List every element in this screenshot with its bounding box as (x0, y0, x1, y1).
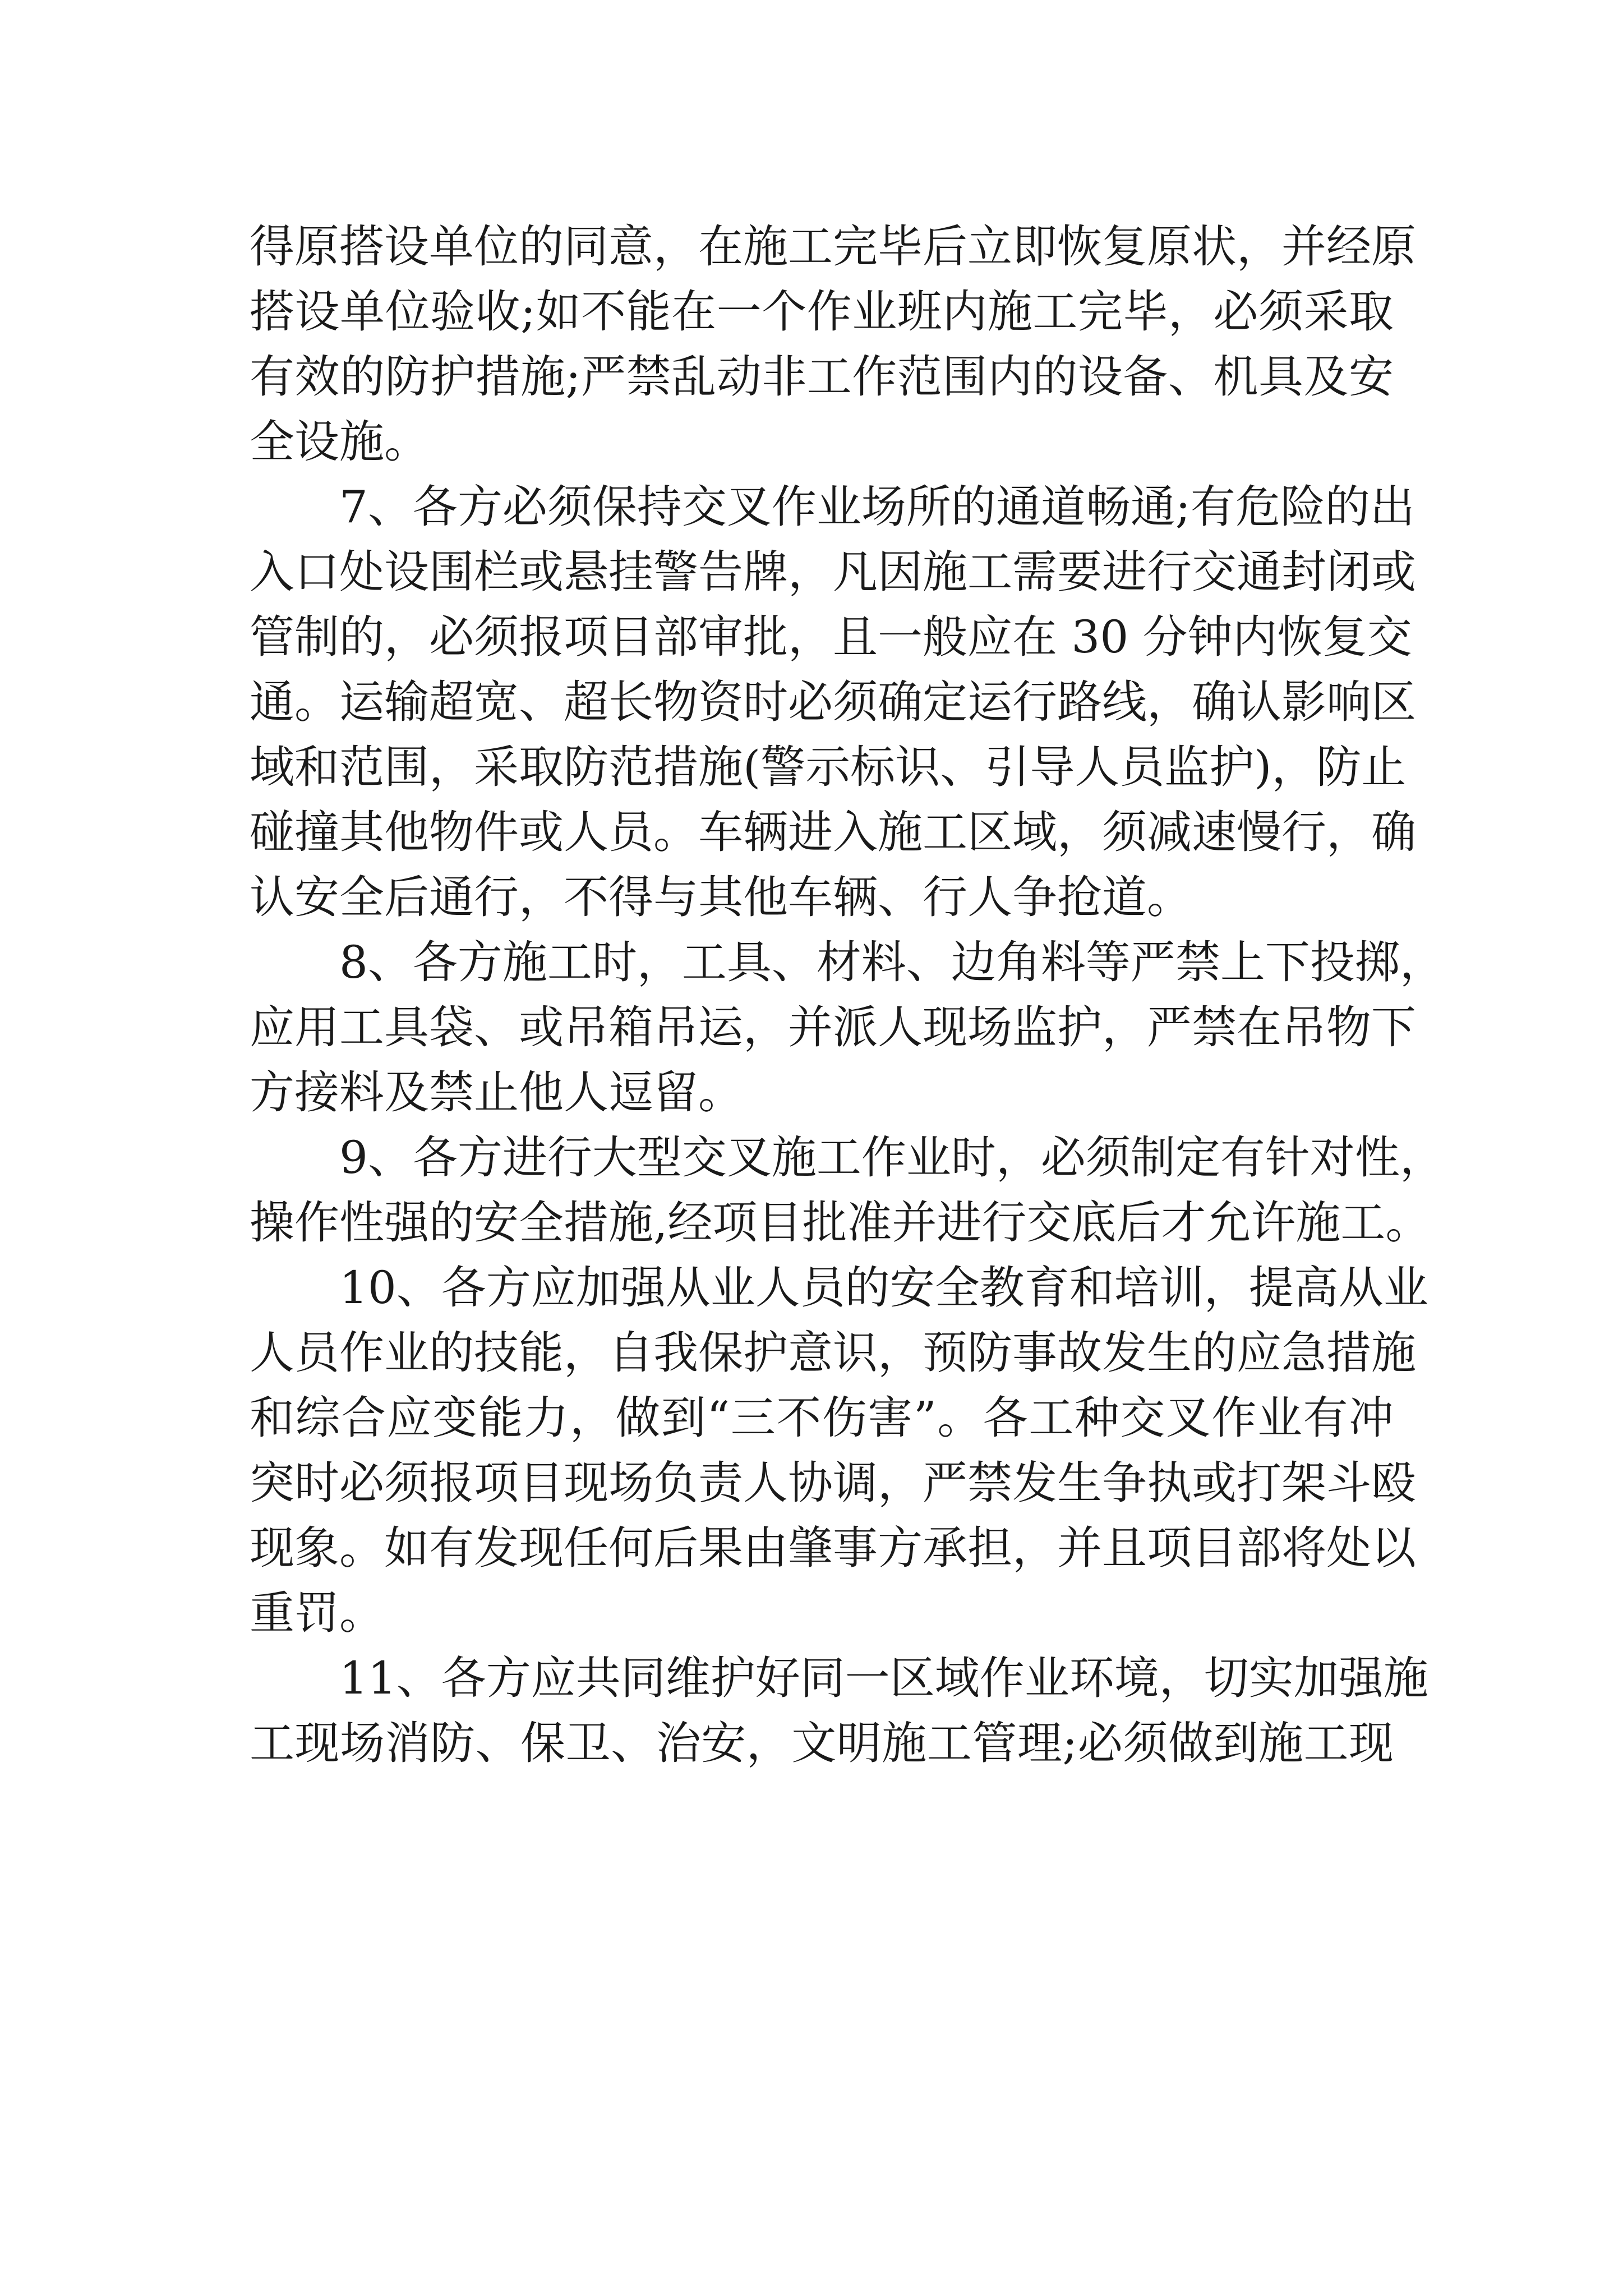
text-line: 全设施。 (250, 416, 429, 468)
text-line: 管制的，必须报项目部审批，且一般应在 30 分钟内恢复交 (250, 611, 1412, 663)
text-line: 应用工具袋、或吊箱吊运，并派人现场监护，严禁在吊物下 (250, 1001, 1416, 1053)
paragraph-7 (250, 475, 1416, 930)
text-line: 突时必须报项目现场负责人协调，严禁发生争执或打架斗殴 (250, 1457, 1416, 1509)
paragraph-9 (250, 1125, 1445, 1255)
text-line: 人员作业的技能，自我保护意识，预防事故发生的应急措施 (250, 1327, 1416, 1379)
text-line: 9、各方进行大型交叉施工作业时，必须制定有针对性， (339, 1131, 1445, 1184)
text-line: 重罚。 (250, 1587, 384, 1639)
text-line: 和综合应变能力，做到“三不伤害”。各工种交叉作业有冲 (250, 1392, 1394, 1444)
text-line: 有效的防护措施;严禁乱动非工作范围内的设备、机具及安 (250, 351, 1394, 403)
text-line: 通。运输超宽、超长物资时必须确定运行路线，确认影响区 (250, 676, 1416, 728)
text-line: 方接料及禁止他人逗留。 (250, 1066, 743, 1119)
text-line: 碰撞其他物件或人员。车辆进入施工区域，须减速慢行，确 (250, 806, 1416, 858)
text-line: 现象。如有发现任何后果由肇事方承担，并且项目部将处以 (250, 1522, 1416, 1574)
text-line: 搭设单位验收;如不能在一个作业班内施工完毕，必须采取 (250, 286, 1394, 338)
text-line: 域和范围，采取防范措施(警示标识、引导人员监护)，防止 (250, 741, 1407, 793)
paragraph-6-continued (250, 214, 1416, 475)
text-line: 7、各方必须保持交叉作业场所的通道畅通;有危险的出 (339, 481, 1415, 533)
text-line: 11、各方应共同维护好同一区域作业环境，切实加强施 (339, 1652, 1428, 1704)
text-line: 操作性强的安全措施,经项目批准并进行交底后才允许施工。 (250, 1197, 1431, 1249)
paragraph-8 (250, 930, 1445, 1125)
paragraph-11 (250, 1646, 1428, 1776)
body-text (250, 214, 1445, 1776)
text-line: 8、各方施工时，工具、材料、边角料等严禁上下投掷， (339, 936, 1445, 988)
text-line: 得原搭设单位的同意，在施工完毕后立即恢复原状，并经原 (250, 220, 1416, 273)
text-line: 认安全后通行，不得与其他车辆、行人争抢道。 (250, 871, 1192, 923)
text-line: 工现场消防、保卫、治安，文明施工管理;必须做到施工现 (250, 1717, 1394, 1769)
paragraph-10 (250, 1255, 1428, 1646)
text-line: 入口处设围栏或悬挂警告牌，凡因施工需要进行交通封闭或 (250, 546, 1416, 598)
text-line: 10、各方应加强从业人员的安全教育和培训，提高从业 (339, 1262, 1428, 1314)
